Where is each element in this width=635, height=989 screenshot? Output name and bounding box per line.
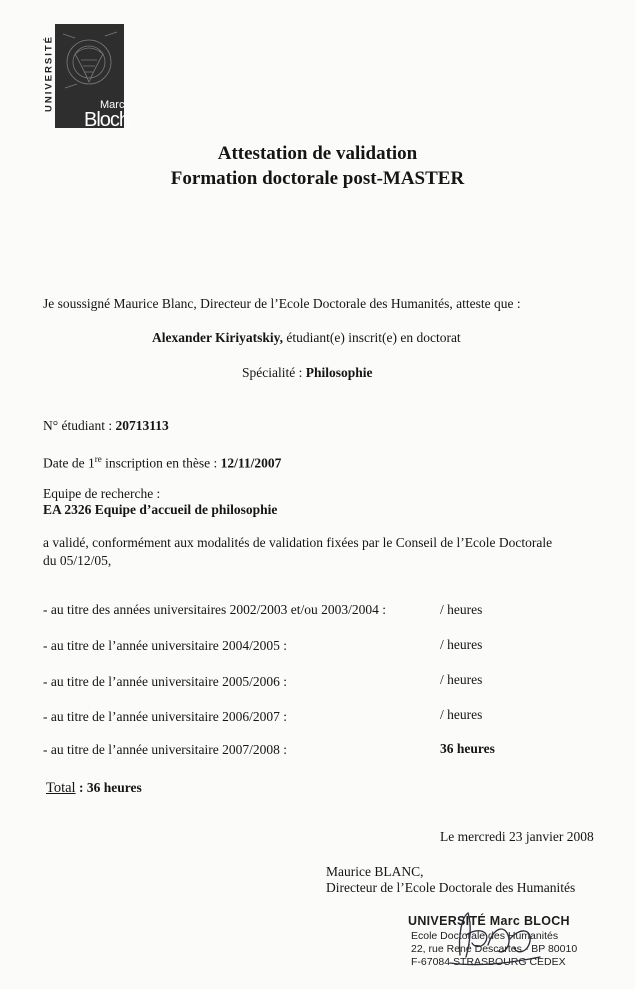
total-label: Total bbox=[46, 780, 76, 796]
first-registration-sup: re bbox=[94, 454, 102, 464]
first-registration-value: 12/11/2007 bbox=[220, 455, 282, 471]
student-number-value: 20713113 bbox=[115, 418, 169, 433]
hours-row-label: - au titre de l’année universitaire 2005/2006 : bbox=[43, 674, 288, 689]
specialty-label: Spécialité : bbox=[242, 365, 306, 380]
university-logo bbox=[42, 24, 130, 131]
student-status: étudiant(e) inscrit(e) en doctorat bbox=[283, 330, 461, 345]
student-number-label: N° étudiant : bbox=[43, 418, 116, 433]
handwritten-signature-icon bbox=[420, 905, 550, 975]
first-registration-line bbox=[43, 454, 281, 472]
student-number-line bbox=[43, 418, 169, 434]
date-line: Le mercredi 23 janvier 2008 bbox=[440, 829, 594, 844]
hours-row-value: / heures bbox=[440, 637, 483, 652]
signatory-name: Maurice BLANC, bbox=[326, 864, 424, 879]
hours-row-value: 36 heures bbox=[440, 741, 495, 756]
total-value: : 36 heures bbox=[75, 780, 142, 795]
logo-marc-text: Marc bbox=[100, 99, 125, 111]
first-registration-label-a: Date de 1 bbox=[43, 455, 95, 471]
stamp-line3: 22, rue René Descartes - BP 80010 bbox=[411, 943, 578, 955]
total-line bbox=[46, 780, 142, 797]
hours-row-label: - au titre de l’année universitaire 2007/2008 : bbox=[43, 742, 288, 757]
logo-vertical-text: UNIVERSITÉ bbox=[43, 35, 55, 113]
hours-row-label: - au titre de l’année universitaire 2004/2005 : bbox=[43, 638, 288, 653]
specialty-value: Philosophie bbox=[305, 365, 373, 380]
hours-row-value: / heures bbox=[440, 707, 483, 722]
research-team-label: Equipe de recherche : bbox=[43, 486, 161, 501]
intro-text: Je soussigné Maurice Blanc, Directeur de l’Ecole Doctorale des Humanités, atteste que : bbox=[43, 296, 521, 311]
validated-line2: du 05/12/05, bbox=[43, 553, 112, 568]
hours-row-value: / heures bbox=[440, 602, 483, 617]
stamp-line2: Ecole Doctorale des Humanités bbox=[411, 930, 559, 942]
stamp-line1: UNIVERSITÉ Marc BLOCH bbox=[408, 914, 570, 928]
page-title-line1: Attestation de validation bbox=[217, 143, 418, 164]
hours-row-label: - au titre des années universitaires 2002/2003 et/ou 2003/2004 : bbox=[43, 602, 387, 617]
page-title-line2: Formation doctorale post-MASTER bbox=[170, 168, 465, 189]
hours-row-label: - au titre de l’année universitaire 2006/2007 : bbox=[43, 709, 288, 724]
research-team-value: EA 2326 Equipe d’accueil de philosophie bbox=[43, 502, 278, 517]
specialty-line bbox=[242, 365, 373, 381]
signatory-role: Directeur de l’Ecole Doctorale des Humanités bbox=[326, 880, 576, 895]
student-line bbox=[152, 330, 461, 346]
student-name: Alexander Kiriyatskiy, bbox=[152, 330, 284, 345]
first-registration-label-b: inscription en thèse : bbox=[101, 455, 221, 471]
logo-vertical-band bbox=[42, 24, 55, 128]
hours-row-value: / heures bbox=[440, 672, 483, 687]
logo-bloch-text: Bloch bbox=[84, 109, 130, 131]
validated-line1: a validé, conformément aux modalités de validation fixées par le Conseil de l’Ecole Doctorale bbox=[43, 535, 553, 550]
stamp-line4: F-67084 STRASBOURG CEDEX bbox=[411, 956, 566, 968]
